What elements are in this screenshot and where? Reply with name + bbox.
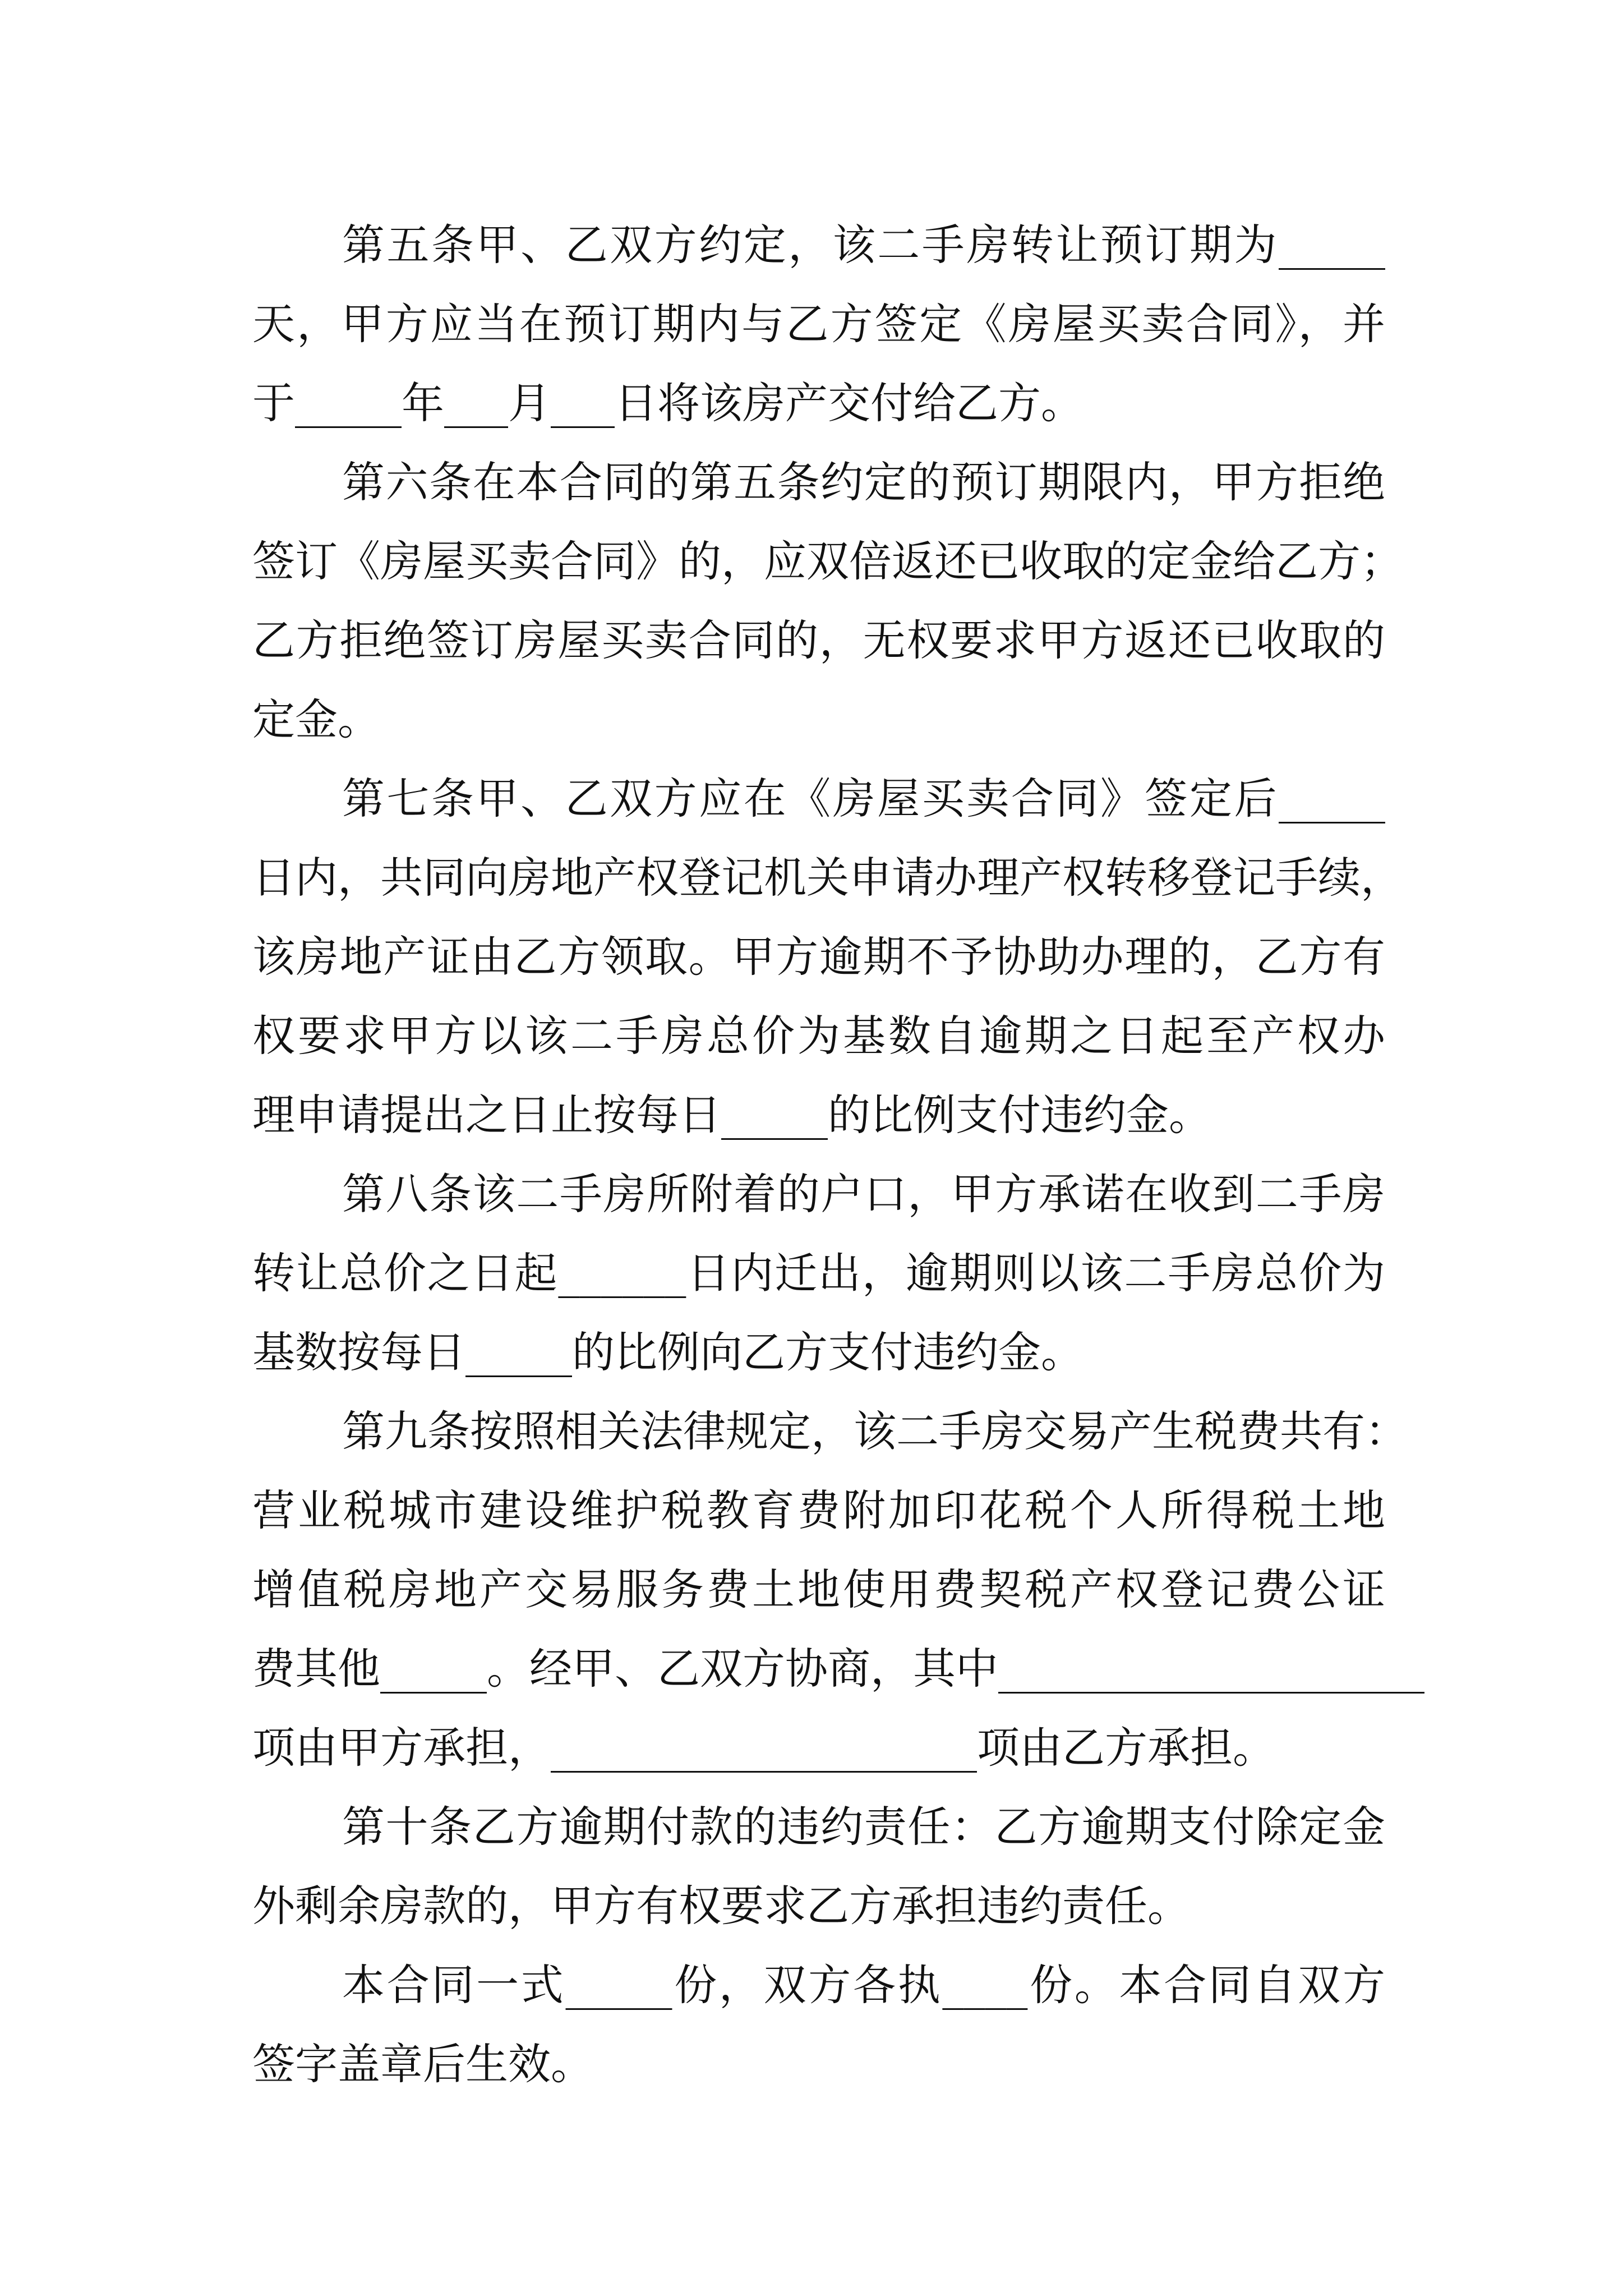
clause-7-line-2: 日内，共同向房地产权登记机关申请办理产权转移登记手续， (252, 853, 1403, 903)
clause-9-line-1: 第九条按照相关法律规定，该二手房交易产生税费共有： (342, 1406, 1408, 1456)
clause-6-line-3: 乙方拒绝签订房屋买卖合同的，无权要求甲方返还已收取的 (252, 615, 1385, 665)
clause-7-line-1: 第七条甲、乙双方应在《房屋买卖合同》签定后_____ (342, 774, 1385, 823)
clause-9-line-3: 增值税房地产交易服务费土地使用费契税产权登记费公证 (252, 1565, 1385, 1614)
clause-5-line-3: 于_____年___月___日将该房产交付给乙方。 (252, 378, 1083, 428)
clause-8-line-3: 基数按每日_____的比例向乙方支付违约金。 (252, 1327, 1083, 1377)
clause-9-line-5: 项由甲方承担，____________________项由乙方承担。 (252, 1723, 1275, 1773)
clause-8-line-1: 第八条该二手房所附着的户口，甲方承诺在收到二手房 (342, 1169, 1385, 1219)
clause-8-line-2: 转让总价之日起______日内迁出，逾期则以该二手房总价为 (252, 1248, 1385, 1298)
closing-line-1: 本合同一式_____份，双方各执____份。本合同自双方 (342, 1960, 1385, 2010)
clause-7-line-5: 理申请提出之日止按每日_____的比例支付违约金。 (252, 1090, 1211, 1140)
clause-6-line-1: 第六条在本合同的第五条约定的预订期限内，甲方拒绝 (342, 457, 1385, 507)
clause-9-line-4: 费其他_____。经甲、乙双方协商，其中____________________ (252, 1644, 1424, 1694)
clause-6-line-4: 定金。 (252, 694, 380, 744)
closing-line-2: 签字盖章后生效。 (252, 2039, 593, 2089)
clause-9-line-2: 营业税城市建设维护税教育费附加印花税个人所得税土地 (252, 1485, 1385, 1535)
clause-10-line-1: 第十条乙方逾期付款的违约责任：乙方逾期支付除定金 (342, 1802, 1385, 1852)
clause-10-line-2: 外剩余房款的，甲方有权要求乙方承担违约责任。 (252, 1881, 1190, 1931)
clause-7-line-4: 权要求甲方以该二手房总价为基数自逾期之日起至产权办 (252, 1011, 1385, 1061)
clause-5-line-1: 第五条甲、乙双方约定，该二手房转让预订期为_____ (342, 220, 1385, 270)
clause-5-line-2: 天，甲方应当在预订期内与乙方签定《房屋买卖合同》，并 (252, 299, 1385, 349)
clause-7-line-3: 该房地产证由乙方领取。甲方逾期不予协助办理的，乙方有 (252, 932, 1385, 982)
clause-6-line-2: 签订《房屋买卖合同》的，应双倍返还已收取的定金给乙方； (252, 536, 1403, 586)
